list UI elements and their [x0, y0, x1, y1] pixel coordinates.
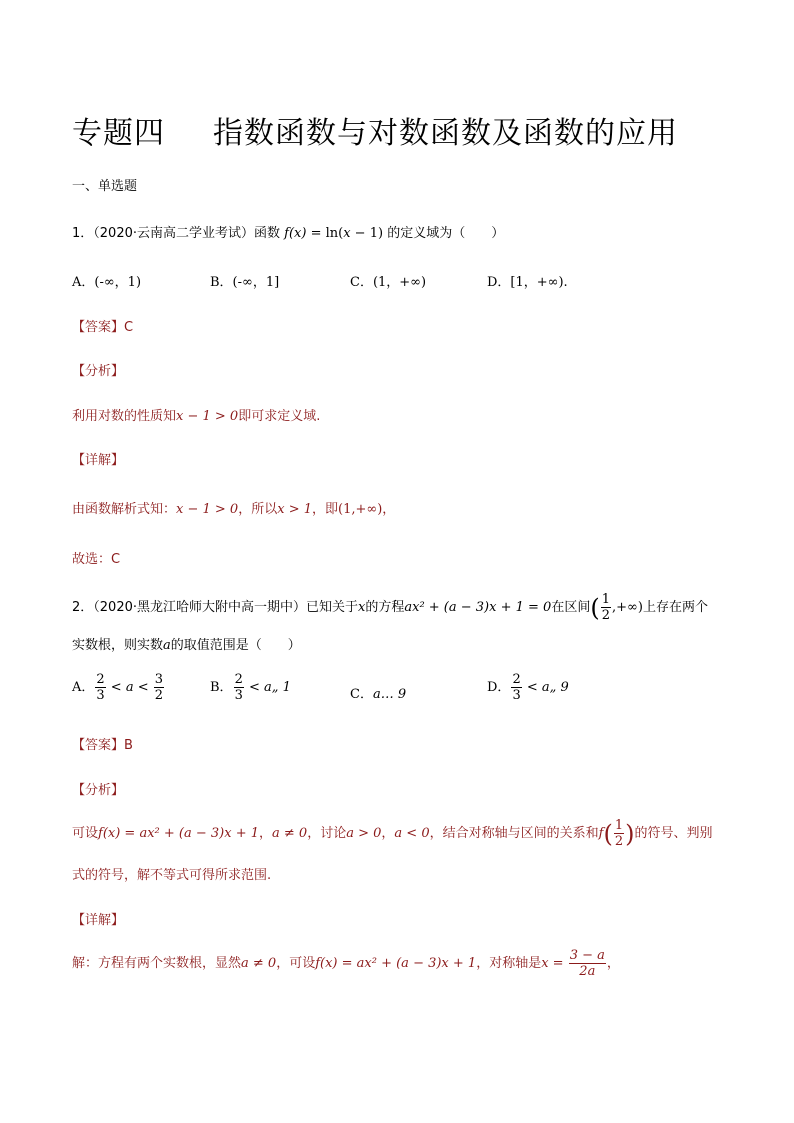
- page-title: [72, 108, 678, 152]
- q1-analysis-label: 【分析】: [72, 364, 125, 379]
- q2-option-c: C．a… 9: [350, 687, 407, 702]
- question-2-stem-line1: 2．（2020·黑龙江哈师大附中高一期中）已知关于x的方程ax² + (a − 3)x + 1 = 0在区间( $\frac{1}{2}$ ,+∞)上存在两个: [72, 592, 708, 623]
- q2-option-a: A． $\frac{2}{3}$ < a < $\frac{3}{2}$: [72, 672, 164, 703]
- q1-conclusion: 故选：C: [72, 552, 121, 567]
- q2-analysis-line1: 可设f(x) = ax² + (a − 3)x + 1，a ≠ 0，讨论a > 0，a < 0，结合对称轴与区间的关系和f( $\frac{1}{2}$ )的符号、判别: [72, 818, 713, 849]
- q1-option-c: C．(1，+∞): [350, 275, 427, 290]
- answer-value: C: [124, 320, 134, 335]
- q1-option-b: B．(-∞，1]: [210, 275, 280, 290]
- q2-detail-label: 【详解】: [72, 913, 125, 928]
- q2-detail-text: 解：方程有两个实数根，显然a ≠ 0，可设f(x) = ax² + (a − 3)x + 1，对称轴是x = $\frac{3 - a}{2a}$ ，: [72, 948, 620, 979]
- q2-analysis-line2: 式的符号，解不等式可得所求范围.: [72, 868, 272, 883]
- q1-detail-label: 【详解】: [72, 453, 125, 468]
- answer-label: 【答案】: [72, 320, 125, 335]
- question-1-stem: 1．（2020·云南高二学业考试）函数 f(x) = ln(x − 1) 的定义域为（ ）: [72, 226, 505, 241]
- q1-detail-text: 由函数解析式知：x − 1 > 0，所以x > 1，即(1,+∞)，: [72, 502, 396, 517]
- q2-analysis-label: 【分析】: [72, 783, 125, 798]
- q1-option-d: D．[1，+∞).: [487, 275, 568, 290]
- title-topic: 专题四: [72, 116, 165, 151]
- title-subject: 指数函数与对数函数及函数的应用: [213, 116, 678, 151]
- q2-option-d: D． $\frac{2}{3}$ < a„ 9: [487, 672, 569, 703]
- question-2-stem-line2: 实数根，则实数a的取值范围是（ ）: [72, 638, 301, 653]
- q1-option-a: A．(-∞，1): [72, 275, 142, 290]
- q2-answer: [72, 734, 133, 753]
- q1-answer: [72, 316, 133, 335]
- answer-label: 【答案】: [72, 738, 125, 753]
- q1-analysis-text: 利用对数的性质知x − 1 > 0即可求定义域.: [72, 409, 321, 424]
- answer-value: B: [124, 738, 133, 753]
- q2-option-b: B． $\frac{2}{3}$ < a„ 1: [210, 672, 291, 703]
- section-heading: 一、单选题: [72, 179, 138, 194]
